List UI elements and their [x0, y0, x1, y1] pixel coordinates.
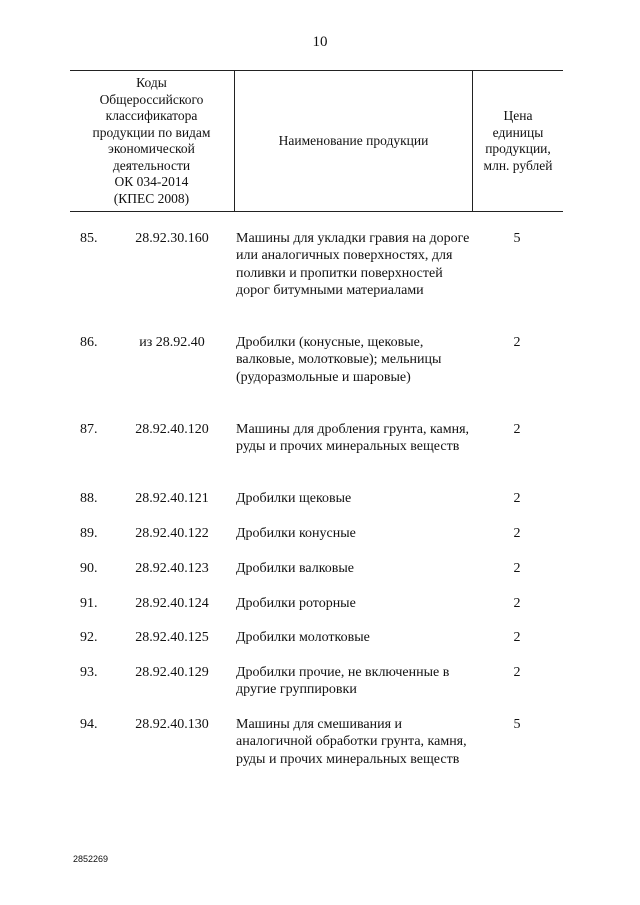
row-number: 85. — [80, 231, 98, 246]
row-name: Дробилки (конусные, щековые, валковые, молотковые); мельницы (рудоразмольные и шаровые) — [236, 335, 442, 385]
row-code: 28.92.40.129 — [135, 665, 209, 680]
row-code: 28.92.40.122 — [135, 526, 209, 541]
row-price: 5 — [513, 717, 521, 732]
row-price: 2 — [513, 422, 521, 437]
row-code: 28.92.40.130 — [135, 717, 209, 732]
row-price: 2 — [513, 665, 521, 680]
table-header — [70, 70, 563, 212]
row-code: 28.92.40.121 — [135, 491, 209, 506]
row-number: 89. — [80, 526, 98, 541]
row-code: 28.92.40.125 — [135, 630, 209, 645]
row-number: 93. — [80, 665, 98, 680]
row-code: 28.92.40.124 — [135, 596, 209, 611]
row-number: 90. — [80, 561, 98, 576]
row-price: 5 — [513, 231, 521, 246]
page-number: 10 — [312, 34, 328, 50]
row-name: Дробилки щековые — [236, 491, 352, 506]
row-number: 86. — [80, 335, 98, 350]
row-price: 2 — [513, 596, 521, 611]
row-code: 28.92.30.160 — [135, 231, 209, 246]
row-name: Дробилки валковые — [236, 561, 355, 576]
header-code-label: Коды Общероссийского классификатора продукции по видам экономической деятельности ОК 034-2014 (КПЕС 2008) — [92, 75, 211, 206]
row-code: 28.92.40.120 — [135, 422, 209, 437]
row-code: из 28.92.40 — [139, 335, 205, 350]
row-number: 88. — [80, 491, 98, 506]
row-price: 2 — [513, 526, 521, 541]
row-name: Дробилки роторные — [236, 596, 356, 611]
row-number: 87. — [80, 422, 98, 437]
row-number: 92. — [80, 630, 98, 645]
header-code-column — [70, 71, 233, 211]
row-name: Машины для укладки гравия на дороге или аналогичных поверхностях, для поливки и пропитки поверхностей дорог битумными материалами — [236, 231, 470, 298]
row-name: Машины для смешивания и аналогичной обработки грунта, камня, руды и прочих минеральных веществ — [236, 717, 467, 767]
header-name-label: Наименование продукции — [278, 132, 429, 148]
row-name: Дробилки прочие, не включенные в другие группировки — [236, 665, 450, 698]
header-price-column — [473, 71, 563, 211]
row-name: Машины для дробления грунта, камня, руды и прочих минеральных веществ — [236, 422, 470, 455]
row-number: 94. — [80, 717, 98, 732]
row-price: 2 — [513, 630, 521, 645]
row-name: Дробилки конусные — [236, 526, 356, 541]
header-price-label: Цена единицы продукции, млн. рублей — [483, 108, 553, 173]
header-name-column — [234, 71, 473, 211]
row-name: Дробилки молотковые — [236, 630, 370, 645]
document-footer-code: 2852269 — [73, 854, 109, 864]
row-price: 2 — [513, 335, 521, 350]
row-price: 2 — [513, 491, 521, 506]
row-number: 91. — [80, 596, 98, 611]
row-price: 2 — [513, 561, 521, 576]
row-code: 28.92.40.123 — [135, 561, 209, 576]
